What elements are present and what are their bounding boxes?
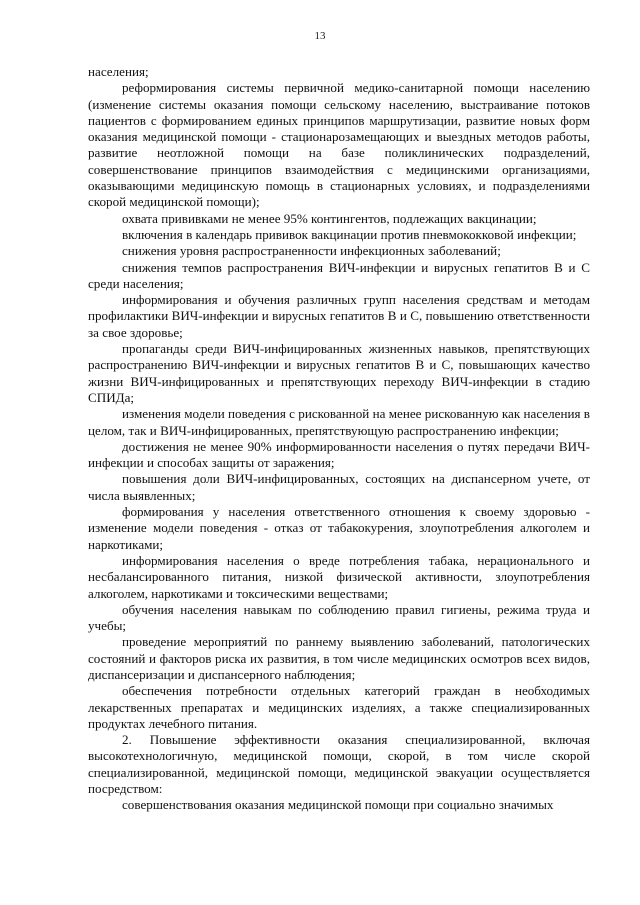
paragraph: снижения уровня распространенности инфекционных заболеваний;: [122, 243, 501, 259]
paragraph: включения в календарь прививок вакцинации против пневмококковой инфекции;: [122, 226, 577, 242]
paragraph: повышения доли ВИЧ-инфицированных, состоящих на диспансерном учете, от числа выявленных;: [88, 471, 590, 503]
paragraph: изменения модели поведения с рискованной на менее рискованную как населения в целом, так и ВИЧ-инфицированных, препятствующую распространению инфекции;: [88, 406, 590, 438]
paragraph: достижения не менее 90% информированности населения о путях передачи ВИЧ-инфекции и способах защиты от заражения;: [88, 438, 590, 471]
paragraph: реформирования системы первичной медико-санитарной помощи населению (изменение системы оказания помощи сельскому населению, выстраивание потоков пациентов с формированием единых принципов маршрутизации, развитие новых форм оказания медицинской помощи - стационарозамещающих и выездных методов работы, развитие неотложной помощи на базе поликлинических подразделений, совершенствование принципов взаимодействия с медицинскими организациями, оказывающими медицинскую помощь в стационарных условиях, и подразделениями скорой медицинской помощи);: [88, 80, 590, 210]
paragraph: обучения населения навыкам по соблюдению правил гигиены, режима труда и учебы;: [88, 601, 590, 634]
paragraph: пропаганды среди ВИЧ-инфицированных жизненных навыков, препятствующих распространению ВИЧ-инфекции и вирусных гепатитов В и С, повышающих качество жизни ВИЧ-инфицированных и препятствующих переходу ВИЧ-инфекции в стадию СПИДа;: [88, 341, 590, 405]
paragraph: населения;: [88, 64, 149, 79]
paragraph: охвата прививками не менее 95% контингентов, подлежащих вакцинации;: [122, 210, 537, 226]
paragraph: формирования у населения ответственного отношения к своему здоровью - изменение модели поведения - отказ от табакокурения, злоупотребления алкоголем и наркотиками;: [88, 504, 590, 552]
paragraph: обеспечения потребности отдельных категорий граждан в необходимых лекарственных препаратах и медицинских изделиях, а также специализированных продуктах лечебного питания.: [88, 683, 590, 731]
paragraph: информирования и обучения различных групп населения средствам и методам профилактики ВИЧ-инфекции и вирусных гепатитов В и С, повышению ответственности за свое здоровье;: [88, 292, 590, 340]
page-number: 13: [314, 30, 326, 42]
paragraph: совершенствования оказания медицинской помощи при социально значимых: [122, 797, 554, 813]
paragraph: 2. Повышение эффективности оказания специализированной, включая высокотехнологичную, медицинской помощи, скорой, в том числе скорой специализированной, медицинской помощи, медицинской эвакуации осуществляется посредством:: [88, 732, 590, 797]
paragraph: проведение мероприятий по раннему выявлению заболеваний, патологических состояний и факторов риска их развития, в том числе медицинских осмотров всех видов, диспансеризации и диспансерного наблюдения;: [88, 634, 590, 682]
document-body: [88, 64, 590, 814]
paragraph: информирования населения о вреде потребления табака, нерационального и несбалансированного питания, низкой физической активности, злоупотребления алкоголем, наркотиками и токсическими веществами;: [88, 552, 590, 601]
paragraph: снижения темпов распространения ВИЧ-инфекции и вирусных гепатитов В и С среди населения;: [88, 259, 590, 291]
